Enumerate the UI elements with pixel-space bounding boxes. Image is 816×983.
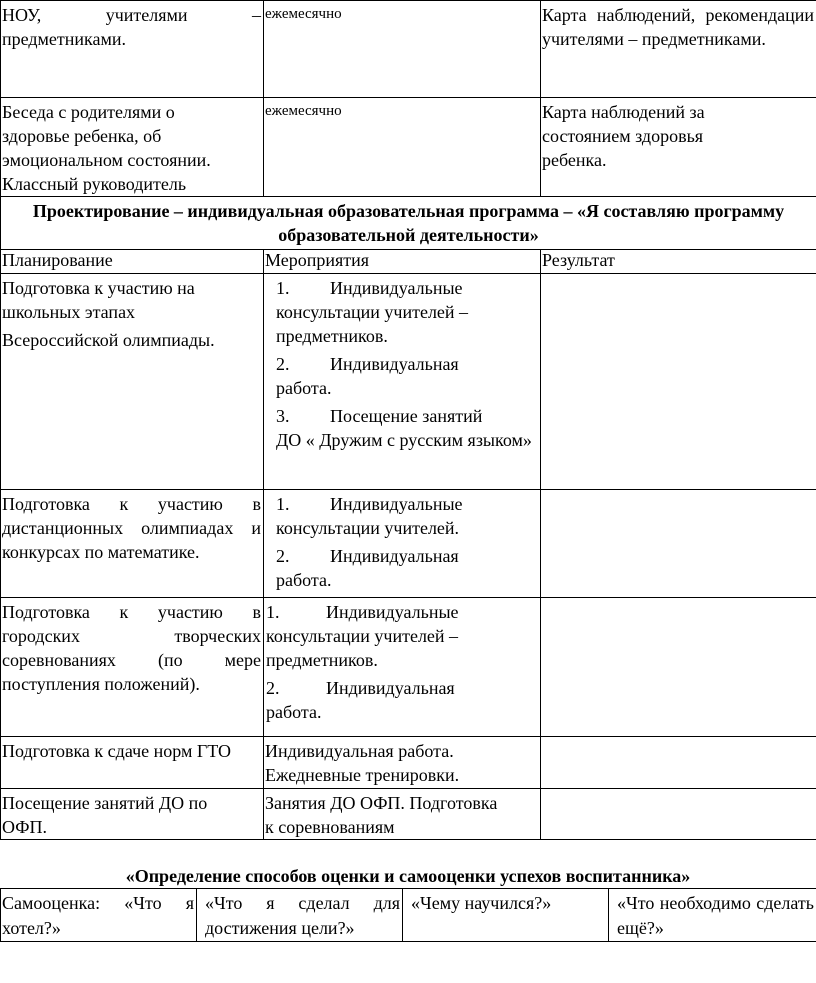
result-line: ребенка. [542,150,607,170]
table-row [1,789,816,840]
events-line: Занятия ДО ОФП. Подготовка [265,793,498,813]
plan-line: Классный руководитель [2,174,187,194]
events-cell [264,274,541,490]
frequency-cell [264,1,541,98]
events-cell [264,737,541,789]
result-line: состоянием здоровья [542,126,704,146]
table-row [1,98,816,197]
list-item: 1. Индивидуальные консультации учителей – предметников. [266,602,459,670]
plan-cell [1,789,264,840]
plan-text: Подготовка к участию в дистанционных олимпиадах и конкурсах по математике. [2,494,261,562]
result-cell [541,98,816,197]
table-row [1,274,816,490]
plan-text: Подготовка к сдаче норм ГТО [2,741,232,761]
list-item: 2. Индивидуальная работа. [266,678,455,722]
table-row [1,889,816,942]
plan-line: Посещение занятий ДО по [2,793,208,813]
result-cell [541,274,816,490]
result-line: Карта наблюдений за [542,102,705,122]
plan-cell [1,98,264,197]
result-cell [541,490,816,598]
section-heading-row [1,197,816,250]
plan-cell [1,1,264,98]
plan-line: здоровье ребенка, об [2,126,162,146]
list-item: 1. Индивидуальные консультации учителей – предметников. [276,278,469,346]
table-row [1,1,816,98]
evaluation-title: «Определение способов оценки и самооценки успехов воспитанника» [125,866,691,886]
evaluation-cell: «Что я сделал для достижения цели?» [197,889,403,942]
list-item: 3. Посещение занятий ДО « Дружим с русским языком» [276,406,532,450]
list-item: 2. Индивидуальная работа. [276,546,459,590]
plan-cell [1,598,264,737]
section-title: Проектирование – индивидуальная образовательная программа – «Я составляю программу образовательной деятельности» [1,197,816,250]
evaluation-cell: «Чему научился?» [403,889,609,942]
plan-line: Всероссийской олимпиады. [2,330,215,350]
plan-line: ОФП. [2,817,47,837]
list-item: 1. Индивидуальные консультации учителей. [276,494,463,538]
frequency-text: ежемесячно [265,103,342,119]
events-cell [264,789,541,840]
result-cell [541,598,816,737]
result-cell [541,737,816,789]
frequency-cell [264,98,541,197]
frequency-text: ежемесячно [265,6,342,22]
plan-cell [1,274,264,490]
evaluation-table [0,888,816,942]
plan-line: Подготовка к участию на [2,278,195,298]
plan-text: НОУ, учителями – предметниками. [2,5,261,49]
events-line: Ежедневные тренировки. [265,765,460,785]
table-row [1,490,816,598]
plan-line: эмоциональном состоянии. [2,150,211,170]
column-header-result: Результат [541,250,816,274]
events-cell [264,490,541,598]
result-text: Карта наблюдений, рекомендации учителями – предметниками. [542,5,814,49]
list-item: 2. Индивидуальная работа. [276,354,459,398]
events-line: Индивидуальная работа. [265,741,454,761]
table-row [1,598,816,737]
result-cell [541,1,816,98]
evaluation-cell: «Что необходимо сделать ещё?» [609,889,816,942]
result-cell [541,789,816,840]
column-header-row [1,250,816,274]
plan-line: школьных этапах [2,302,136,322]
evaluation-cell: Самооценка: «Что я хотел?» [1,889,197,942]
events-line: к соревнованиям [265,817,395,837]
events-cell [264,598,541,737]
column-header-planning: Планирование [1,250,264,274]
plan-cell [1,490,264,598]
plan-cell [1,737,264,789]
column-header-events: Мероприятия [264,250,541,274]
plan-text: Подготовка к участию в городских творческих соревнованиях (по мере поступления положений). [2,602,261,694]
plan-line: Беседа с родителями о [2,102,175,122]
table-row [1,737,816,789]
